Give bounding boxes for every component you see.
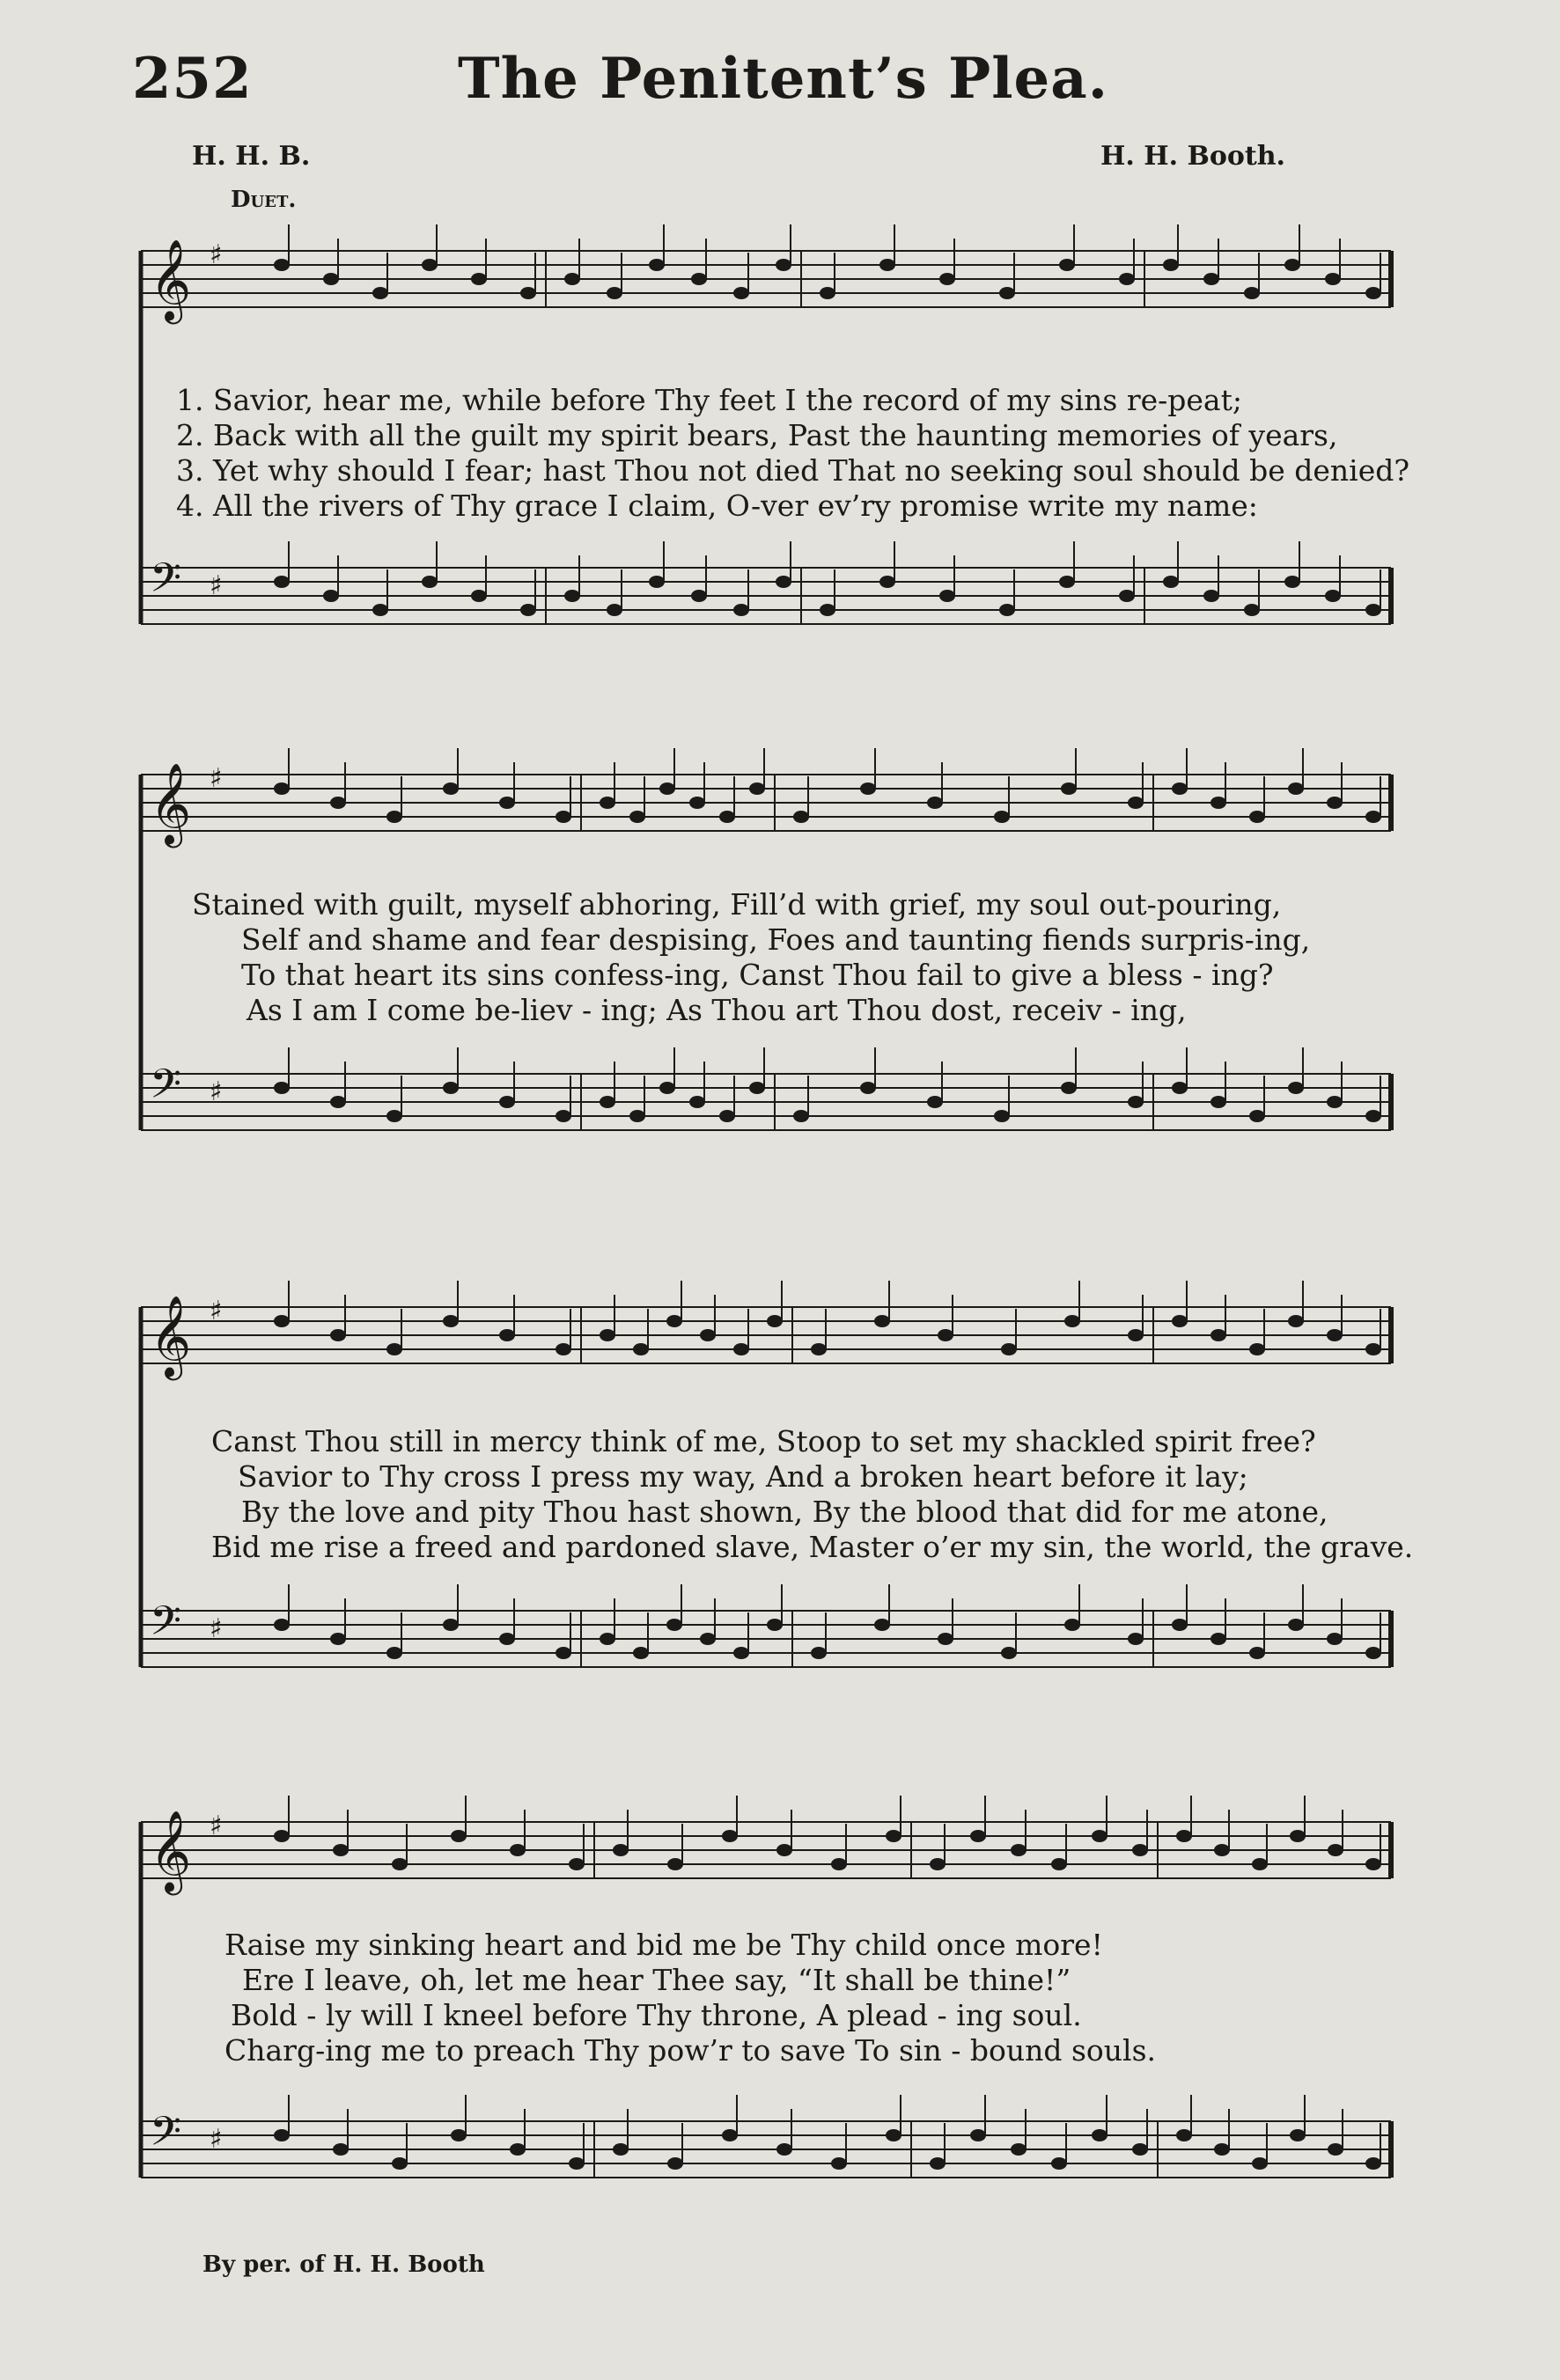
note-head bbox=[733, 1343, 749, 1355]
note-head bbox=[600, 797, 615, 809]
note-head bbox=[1327, 1633, 1343, 1645]
note-head bbox=[1214, 2143, 1230, 2156]
note-head bbox=[569, 1858, 585, 1870]
note-head bbox=[1365, 604, 1381, 616]
note-head bbox=[372, 287, 388, 299]
bass-clef-icon: 𝄢 bbox=[150, 555, 182, 612]
note-head bbox=[1288, 1315, 1304, 1327]
sharp-icon: ♯ bbox=[210, 1613, 223, 1644]
note-head bbox=[927, 797, 943, 809]
note-head bbox=[733, 287, 749, 299]
note-head bbox=[372, 604, 388, 616]
note-head bbox=[939, 273, 955, 285]
note-head bbox=[700, 1633, 716, 1645]
lyric-line: Raise my sinking heart and bid me be Thy child once more! bbox=[224, 1928, 1103, 1962]
note-head bbox=[274, 1830, 290, 1842]
note-head bbox=[443, 1619, 459, 1631]
lyric-line: Bid me rise a freed and pardoned slave, Master o’er my sin, the world, the grave. bbox=[211, 1530, 1414, 1564]
note-head bbox=[649, 576, 665, 588]
note-head bbox=[1325, 590, 1341, 602]
note-head bbox=[471, 590, 487, 602]
note-head bbox=[1132, 1844, 1148, 1856]
note-head bbox=[1328, 1844, 1343, 1856]
music-system-4 bbox=[123, 1796, 1409, 2253]
note-head bbox=[999, 604, 1015, 616]
note-head bbox=[1119, 590, 1135, 602]
note-head bbox=[386, 1110, 402, 1122]
music-system-1 bbox=[123, 224, 1409, 673]
note-head bbox=[471, 273, 487, 285]
note-head bbox=[556, 1343, 571, 1355]
treble-clef-icon: 𝄞 bbox=[150, 239, 192, 320]
note-head bbox=[1284, 576, 1300, 588]
note-head bbox=[613, 2143, 629, 2156]
note-head bbox=[994, 811, 1010, 823]
sharp-icon: ♯ bbox=[210, 763, 223, 794]
note-head bbox=[874, 1315, 890, 1327]
note-head bbox=[1064, 1619, 1080, 1631]
note-head bbox=[691, 273, 707, 285]
sharp-icon: ♯ bbox=[210, 570, 223, 601]
note-head bbox=[386, 1647, 402, 1659]
note-head bbox=[1288, 1082, 1304, 1094]
note-head bbox=[629, 811, 645, 823]
note-head bbox=[820, 287, 835, 299]
note-head bbox=[886, 1830, 901, 1842]
note-head bbox=[1290, 2129, 1306, 2141]
lyric-line: 3. Yet why should I fear; hast Thou not died That no seeking soul should be denied? bbox=[176, 453, 1410, 488]
note-head bbox=[689, 1096, 705, 1108]
note-head bbox=[564, 590, 580, 602]
note-head bbox=[451, 1830, 467, 1842]
note-head bbox=[1001, 1647, 1017, 1659]
note-head bbox=[938, 1633, 953, 1645]
lyric-line: Charg-ing me to preach Thy pow’r to save To sin - bound souls. bbox=[224, 2033, 1157, 2068]
note-head bbox=[879, 259, 895, 271]
treble-clef-icon: 𝄞 bbox=[150, 1810, 192, 1892]
note-head bbox=[564, 273, 580, 285]
note-head bbox=[874, 1619, 890, 1631]
note-head bbox=[1132, 2143, 1148, 2156]
note-head bbox=[749, 782, 765, 795]
note-head bbox=[330, 1096, 346, 1108]
note-head bbox=[733, 604, 749, 616]
note-head bbox=[691, 590, 707, 602]
note-head bbox=[767, 1315, 783, 1327]
note-head bbox=[820, 604, 835, 616]
note-head bbox=[689, 797, 705, 809]
note-head bbox=[600, 1096, 615, 1108]
note-head bbox=[607, 287, 622, 299]
note-head bbox=[831, 2157, 847, 2170]
music-system-2 bbox=[123, 757, 1409, 1215]
note-head bbox=[831, 1858, 847, 1870]
note-head bbox=[1176, 1830, 1192, 1842]
note-head bbox=[999, 287, 1015, 299]
note-head bbox=[719, 1110, 735, 1122]
note-head bbox=[1328, 2143, 1343, 2156]
note-head bbox=[1051, 2157, 1067, 2170]
note-head bbox=[1210, 1096, 1226, 1108]
note-head bbox=[274, 259, 290, 271]
note-head bbox=[1001, 1343, 1017, 1355]
note-head bbox=[659, 1082, 675, 1094]
lyric-line: Ere I leave, oh, let me hear Thee say, “It shall be thine!” bbox=[242, 1963, 1071, 1997]
note-head bbox=[422, 259, 438, 271]
note-head bbox=[1119, 273, 1135, 285]
note-head bbox=[1176, 2129, 1192, 2141]
lyric-line: 4. All the rivers of Thy grace I claim, O-ver ev’ry promise write my name: bbox=[176, 488, 1258, 523]
note-head bbox=[422, 576, 438, 588]
note-head bbox=[330, 1633, 346, 1645]
note-head bbox=[633, 1647, 649, 1659]
note-head bbox=[776, 259, 791, 271]
note-head bbox=[749, 1082, 765, 1094]
bass-clef-icon: 𝄢 bbox=[150, 1061, 182, 1118]
note-head bbox=[1210, 797, 1226, 809]
note-head bbox=[451, 2129, 467, 2141]
permission-note: By per. of H. H. Booth bbox=[202, 2251, 485, 2278]
note-head bbox=[970, 2129, 986, 2141]
note-head bbox=[1128, 1633, 1144, 1645]
note-head bbox=[1059, 259, 1075, 271]
note-head bbox=[1064, 1315, 1080, 1327]
note-head bbox=[499, 1329, 515, 1341]
note-head bbox=[1327, 1096, 1343, 1108]
note-head bbox=[274, 782, 290, 795]
lyric-line: Canst Thou still in mercy think of me, Stoop to set my shackled spirit free? bbox=[211, 1424, 1316, 1458]
note-head bbox=[510, 2143, 526, 2156]
note-head bbox=[811, 1647, 827, 1659]
bass-clef-icon: 𝄢 bbox=[150, 2108, 182, 2165]
note-head bbox=[330, 797, 346, 809]
note-head bbox=[1365, 1647, 1381, 1659]
note-head bbox=[633, 1343, 649, 1355]
sharp-icon: ♯ bbox=[210, 1076, 223, 1107]
note-head bbox=[1284, 259, 1300, 271]
note-head bbox=[1365, 1343, 1381, 1355]
note-head bbox=[1203, 273, 1219, 285]
note-head bbox=[1327, 797, 1343, 809]
hymn-title: The Penitent’s Plea. bbox=[458, 46, 1108, 112]
note-head bbox=[1051, 1858, 1067, 1870]
note-head bbox=[733, 1647, 749, 1659]
note-head bbox=[323, 590, 339, 602]
note-head bbox=[667, 1858, 683, 1870]
note-head bbox=[386, 811, 402, 823]
voicing-label: Duet. bbox=[231, 187, 297, 213]
note-head bbox=[1365, 1110, 1381, 1122]
note-head bbox=[666, 1619, 682, 1631]
note-head bbox=[1128, 797, 1144, 809]
note-head bbox=[793, 811, 809, 823]
note-head bbox=[722, 2129, 738, 2141]
note-head bbox=[600, 1633, 615, 1645]
note-head bbox=[274, 1315, 290, 1327]
note-head bbox=[274, 2129, 290, 2141]
note-head bbox=[520, 604, 536, 616]
note-head bbox=[607, 604, 622, 616]
note-head bbox=[600, 1329, 615, 1341]
note-head bbox=[499, 797, 515, 809]
lyric-line: Savior to Thy cross I press my way, And a broken heart before it lay; bbox=[238, 1459, 1248, 1494]
lyric-line: Stained with guilt, myself abhoring, Fill’d with grief, my soul out-pouring, bbox=[192, 887, 1282, 922]
note-head bbox=[776, 576, 791, 588]
lyric-line: As I am I come be-liev - ing; As Thou art Thou dost, receiv - ing, bbox=[247, 993, 1187, 1027]
lyric-line: To that heart its sins confess-ing, Canst Thou fail to give a bless - ing? bbox=[241, 958, 1274, 992]
note-head bbox=[443, 782, 459, 795]
note-head bbox=[1214, 1844, 1230, 1856]
music-system-3 bbox=[123, 1285, 1414, 1743]
note-head bbox=[649, 259, 665, 271]
note-head bbox=[1327, 1329, 1343, 1341]
note-head bbox=[1365, 811, 1381, 823]
note-head bbox=[1365, 1858, 1381, 1870]
note-head bbox=[1203, 590, 1219, 602]
note-head bbox=[1325, 273, 1341, 285]
sharp-icon: ♯ bbox=[210, 1296, 223, 1326]
note-head bbox=[629, 1110, 645, 1122]
note-head bbox=[667, 2157, 683, 2170]
note-head bbox=[1290, 1830, 1306, 1842]
note-head bbox=[767, 1619, 783, 1631]
note-head bbox=[274, 1619, 290, 1631]
note-head bbox=[330, 1329, 346, 1341]
note-head bbox=[1252, 2157, 1268, 2170]
note-head bbox=[1365, 287, 1381, 299]
lyric-line: 2. Back with all the guilt my spirit bears, Past the haunting memories of years, bbox=[176, 418, 1338, 452]
note-head bbox=[1288, 1619, 1304, 1631]
note-head bbox=[1011, 1844, 1027, 1856]
note-head bbox=[970, 1830, 986, 1842]
note-head bbox=[860, 782, 876, 795]
composer-credit: H. H. Booth. bbox=[1100, 141, 1285, 172]
note-head bbox=[1163, 259, 1179, 271]
note-head bbox=[333, 1844, 349, 1856]
note-head bbox=[666, 1315, 682, 1327]
note-head bbox=[1252, 1858, 1268, 1870]
note-head bbox=[556, 811, 571, 823]
note-head bbox=[556, 1647, 571, 1659]
note-head bbox=[860, 1082, 876, 1094]
note-head bbox=[1061, 782, 1077, 795]
note-head bbox=[274, 1082, 290, 1094]
note-head bbox=[1249, 1647, 1265, 1659]
note-head bbox=[1128, 1096, 1144, 1108]
page-number: 252 bbox=[132, 46, 253, 112]
treble-clef-icon: 𝄞 bbox=[150, 1295, 192, 1377]
note-head bbox=[1163, 576, 1179, 588]
note-head bbox=[443, 1082, 459, 1094]
note-head bbox=[811, 1343, 827, 1355]
lyricist-credit: H. H. B. bbox=[192, 141, 311, 172]
note-head bbox=[1210, 1329, 1226, 1341]
note-head bbox=[333, 2143, 349, 2156]
note-head bbox=[323, 273, 339, 285]
note-head bbox=[1092, 1830, 1107, 1842]
note-head bbox=[659, 782, 675, 795]
note-head bbox=[1011, 2143, 1027, 2156]
note-head bbox=[499, 1096, 515, 1108]
note-head bbox=[776, 2143, 792, 2156]
sharp-icon: ♯ bbox=[210, 1811, 223, 1841]
note-head bbox=[1172, 1082, 1188, 1094]
note-head bbox=[793, 1110, 809, 1122]
note-head bbox=[930, 2157, 946, 2170]
sharp-icon: ♯ bbox=[210, 239, 223, 270]
note-head bbox=[1365, 2157, 1381, 2170]
note-head bbox=[386, 1343, 402, 1355]
note-head bbox=[569, 2157, 585, 2170]
note-head bbox=[1172, 1619, 1188, 1631]
lyric-line: 1. Savior, hear me, while before Thy feet I the record of my sins re-peat; bbox=[176, 383, 1242, 417]
note-head bbox=[1210, 1633, 1226, 1645]
note-head bbox=[930, 1858, 946, 1870]
note-head bbox=[1249, 811, 1265, 823]
note-head bbox=[510, 1844, 526, 1856]
lyric-line: Bold - ly will I kneel before Thy throne, A plead - ing soul. bbox=[231, 1998, 1082, 2032]
note-head bbox=[1092, 2129, 1107, 2141]
note-head bbox=[1172, 782, 1188, 795]
note-head bbox=[879, 576, 895, 588]
note-head bbox=[499, 1633, 515, 1645]
note-head bbox=[1172, 1315, 1188, 1327]
lyric-line: By the love and pity Thou hast shown, By the blood that did for me atone, bbox=[241, 1495, 1328, 1529]
note-head bbox=[927, 1096, 943, 1108]
note-head bbox=[443, 1315, 459, 1327]
bass-clef-icon: 𝄢 bbox=[150, 1598, 182, 1655]
note-head bbox=[886, 2129, 901, 2141]
note-head bbox=[1249, 1110, 1265, 1122]
note-head bbox=[719, 811, 735, 823]
lyric-line: Self and shame and fear despising, Foes and taunting fiends surpris-ing, bbox=[241, 922, 1311, 957]
note-head bbox=[938, 1329, 953, 1341]
note-head bbox=[722, 1830, 738, 1842]
note-head bbox=[1128, 1329, 1144, 1341]
note-head bbox=[1244, 287, 1260, 299]
treble-clef-icon: 𝄞 bbox=[150, 762, 192, 844]
note-head bbox=[392, 2157, 408, 2170]
note-head bbox=[700, 1329, 716, 1341]
note-head bbox=[1059, 576, 1075, 588]
note-head bbox=[776, 1844, 792, 1856]
note-head bbox=[1288, 782, 1304, 795]
sharp-icon: ♯ bbox=[210, 2124, 223, 2155]
note-head bbox=[556, 1110, 571, 1122]
note-head bbox=[1244, 604, 1260, 616]
note-head bbox=[274, 576, 290, 588]
note-head bbox=[1061, 1082, 1077, 1094]
note-head bbox=[613, 1844, 629, 1856]
note-head bbox=[939, 590, 955, 602]
note-head bbox=[392, 1858, 408, 1870]
note-head bbox=[994, 1110, 1010, 1122]
note-head bbox=[1249, 1343, 1265, 1355]
note-head bbox=[520, 287, 536, 299]
